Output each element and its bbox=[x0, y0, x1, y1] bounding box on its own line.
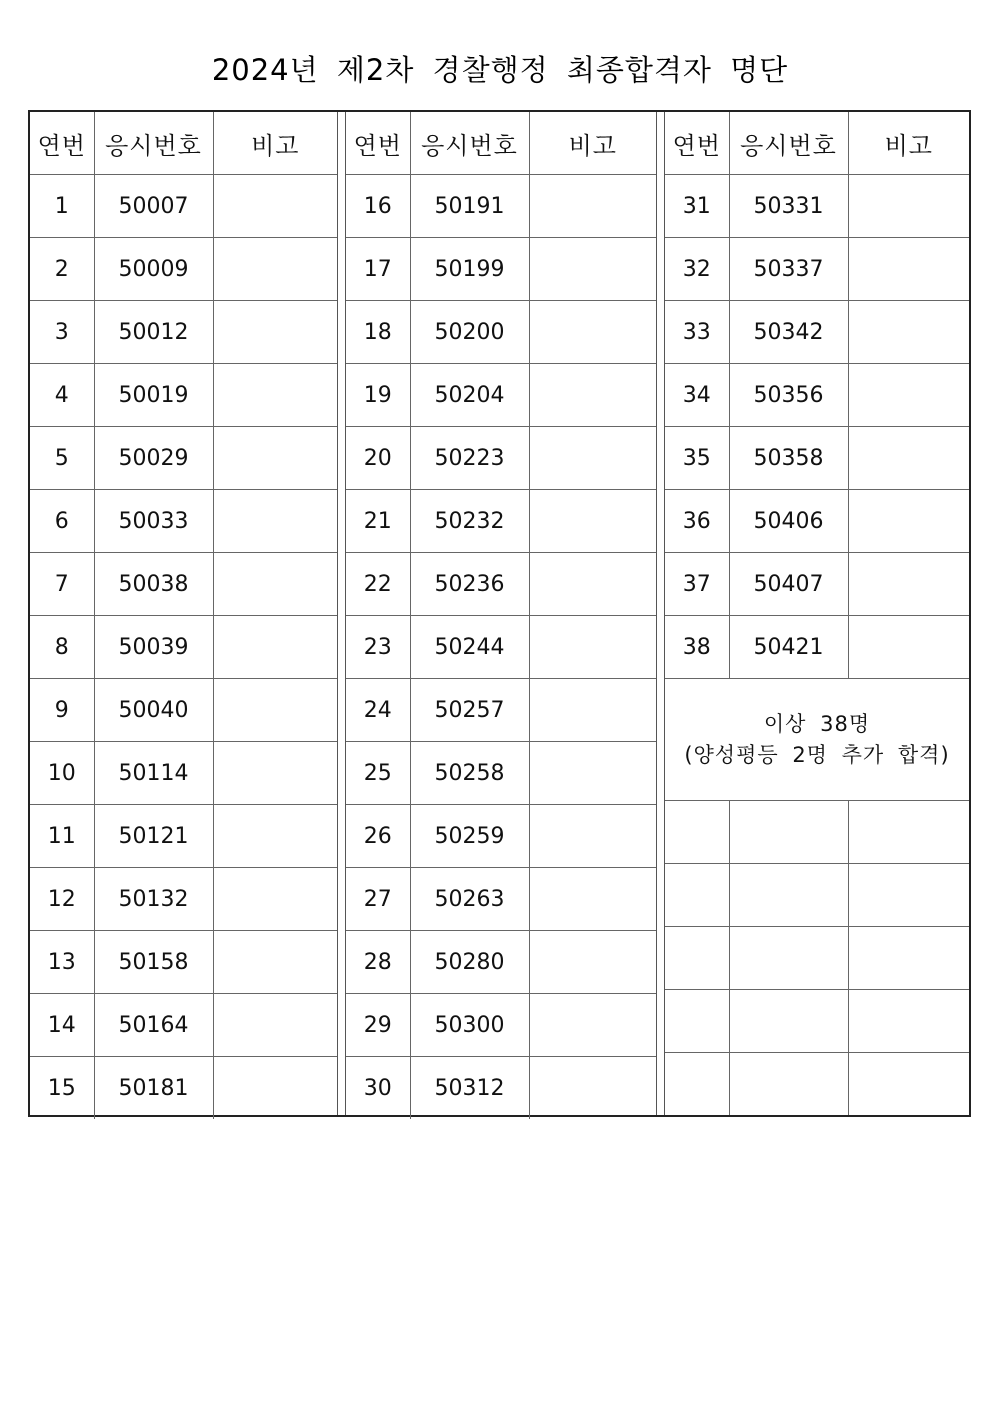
header-row bbox=[346, 112, 656, 175]
exam-no-cell: 50132 bbox=[94, 868, 213, 931]
table-row bbox=[30, 805, 337, 868]
seq-cell: 28 bbox=[346, 931, 410, 994]
seq-cell: 13 bbox=[30, 931, 94, 994]
seq-cell: 3 bbox=[30, 301, 94, 364]
seq-cell: 5 bbox=[30, 427, 94, 490]
column-header-remark: 비고 bbox=[848, 112, 969, 175]
table-row bbox=[30, 994, 337, 1057]
remark-cell bbox=[848, 175, 969, 238]
double-line-divider bbox=[656, 112, 665, 1115]
remark-cell bbox=[529, 364, 656, 427]
exam-no-cell: 50199 bbox=[410, 238, 529, 301]
exam-no-cell bbox=[729, 1053, 848, 1116]
seq-cell: 17 bbox=[346, 238, 410, 301]
remark-cell bbox=[213, 427, 337, 490]
remark-cell bbox=[213, 238, 337, 301]
exam-no-cell: 50244 bbox=[410, 616, 529, 679]
exam-no-cell: 50019 bbox=[94, 364, 213, 427]
exam-no-cell: 50033 bbox=[94, 490, 213, 553]
seq-cell: 24 bbox=[346, 679, 410, 742]
remark-cell bbox=[213, 490, 337, 553]
empty-row bbox=[665, 927, 969, 990]
seq-cell bbox=[665, 1053, 729, 1116]
remark-cell bbox=[848, 301, 969, 364]
seq-cell: 16 bbox=[346, 175, 410, 238]
remark-cell bbox=[529, 805, 656, 868]
seq-cell: 22 bbox=[346, 553, 410, 616]
page-title: 2024년 제2차 경찰행정 최종합격자 명단 bbox=[211, 53, 789, 87]
exam-no-cell: 50232 bbox=[410, 490, 529, 553]
exam-no-cell bbox=[729, 990, 848, 1053]
exam-no-cell: 50121 bbox=[94, 805, 213, 868]
table-row bbox=[346, 238, 656, 301]
table-row bbox=[346, 742, 656, 805]
table-group-1 bbox=[30, 112, 337, 1115]
remark-cell bbox=[848, 238, 969, 301]
column-header-exam-no: 응시번호 bbox=[729, 112, 848, 175]
table-row bbox=[30, 679, 337, 742]
exam-no-cell: 50331 bbox=[729, 175, 848, 238]
column-header-seq: 연번 bbox=[346, 112, 410, 175]
table-row bbox=[30, 868, 337, 931]
table-row bbox=[30, 742, 337, 805]
exam-no-cell: 50009 bbox=[94, 238, 213, 301]
header-row bbox=[665, 112, 969, 175]
exam-no-cell: 50029 bbox=[94, 427, 213, 490]
seq-cell: 7 bbox=[30, 553, 94, 616]
summary-note: (양성평등 2명 추가 합격) bbox=[684, 742, 950, 767]
remark-cell bbox=[848, 616, 969, 679]
remark-cell bbox=[213, 931, 337, 994]
exam-no-cell: 50406 bbox=[729, 490, 848, 553]
table-row bbox=[30, 301, 337, 364]
exam-no-cell: 50358 bbox=[729, 427, 848, 490]
seq-cell: 20 bbox=[346, 427, 410, 490]
exam-no-cell: 50300 bbox=[410, 994, 529, 1057]
seq-cell: 32 bbox=[665, 238, 729, 301]
remark-cell bbox=[848, 990, 969, 1053]
table-row bbox=[665, 238, 969, 301]
table-row bbox=[346, 427, 656, 490]
table-row bbox=[346, 616, 656, 679]
exam-no-cell: 50236 bbox=[410, 553, 529, 616]
remark-cell bbox=[529, 301, 656, 364]
remark-cell bbox=[529, 616, 656, 679]
table-row bbox=[30, 931, 337, 994]
remark-cell bbox=[848, 364, 969, 427]
remark-cell bbox=[848, 553, 969, 616]
column-header-seq: 연번 bbox=[665, 112, 729, 175]
table-row bbox=[30, 1057, 337, 1120]
seq-cell: 38 bbox=[665, 616, 729, 679]
table-row bbox=[346, 301, 656, 364]
table-row bbox=[30, 175, 337, 238]
seq-cell: 19 bbox=[346, 364, 410, 427]
table-row bbox=[346, 994, 656, 1057]
remark-cell bbox=[848, 427, 969, 490]
seq-cell: 6 bbox=[30, 490, 94, 553]
seq-cell: 4 bbox=[30, 364, 94, 427]
exam-no-cell: 50181 bbox=[94, 1057, 213, 1120]
exam-no-cell: 50223 bbox=[410, 427, 529, 490]
remark-cell bbox=[529, 490, 656, 553]
seq-cell: 31 bbox=[665, 175, 729, 238]
remark-cell bbox=[529, 1057, 656, 1120]
exam-no-cell: 50407 bbox=[729, 553, 848, 616]
seq-cell: 34 bbox=[665, 364, 729, 427]
seq-cell: 37 bbox=[665, 553, 729, 616]
remark-cell bbox=[529, 553, 656, 616]
empty-row bbox=[665, 801, 969, 864]
header-row bbox=[30, 112, 337, 175]
remark-cell bbox=[213, 364, 337, 427]
column-header-exam-no: 응시번호 bbox=[410, 112, 529, 175]
remark-cell bbox=[848, 490, 969, 553]
table-row bbox=[346, 931, 656, 994]
seq-cell bbox=[665, 990, 729, 1053]
remark-cell bbox=[213, 616, 337, 679]
table-row bbox=[30, 364, 337, 427]
seq-cell: 1 bbox=[30, 175, 94, 238]
exam-no-cell bbox=[729, 864, 848, 927]
empty-row bbox=[665, 990, 969, 1053]
seq-cell: 21 bbox=[346, 490, 410, 553]
remark-cell bbox=[529, 175, 656, 238]
seq-cell bbox=[665, 864, 729, 927]
remark-cell bbox=[529, 238, 656, 301]
seq-cell: 35 bbox=[665, 427, 729, 490]
exam-no-cell: 50342 bbox=[729, 301, 848, 364]
table-row bbox=[346, 679, 656, 742]
table-row bbox=[30, 616, 337, 679]
seq-cell: 27 bbox=[346, 868, 410, 931]
table-row bbox=[665, 364, 969, 427]
exam-no-cell: 50259 bbox=[410, 805, 529, 868]
table-row bbox=[346, 490, 656, 553]
exam-no-cell bbox=[729, 927, 848, 990]
remark-cell bbox=[213, 742, 337, 805]
exam-no-cell: 50204 bbox=[410, 364, 529, 427]
exam-no-cell: 50337 bbox=[729, 238, 848, 301]
remark-cell bbox=[848, 927, 969, 990]
table-row bbox=[30, 553, 337, 616]
summary-total: 이상 38명 bbox=[763, 711, 871, 736]
exam-no-cell: 50007 bbox=[94, 175, 213, 238]
seq-cell: 23 bbox=[346, 616, 410, 679]
passer-list-table bbox=[28, 110, 971, 1117]
remark-cell bbox=[529, 679, 656, 742]
exam-no-cell: 50421 bbox=[729, 616, 848, 679]
seq-cell: 15 bbox=[30, 1057, 94, 1120]
table-row bbox=[346, 175, 656, 238]
seq-cell: 10 bbox=[30, 742, 94, 805]
table-row bbox=[346, 553, 656, 616]
seq-cell: 18 bbox=[346, 301, 410, 364]
remark-cell bbox=[213, 553, 337, 616]
remark-cell bbox=[213, 301, 337, 364]
exam-no-cell: 50039 bbox=[94, 616, 213, 679]
remark-cell bbox=[848, 1053, 969, 1116]
column-header-remark: 비고 bbox=[213, 112, 337, 175]
exam-no-cell bbox=[729, 801, 848, 864]
seq-cell: 30 bbox=[346, 1057, 410, 1120]
table-row bbox=[665, 490, 969, 553]
remark-cell bbox=[848, 864, 969, 927]
seq-cell: 9 bbox=[30, 679, 94, 742]
table-group-3 bbox=[665, 112, 969, 1115]
double-line-divider bbox=[337, 112, 346, 1115]
remark-cell bbox=[213, 175, 337, 238]
seq-cell: 12 bbox=[30, 868, 94, 931]
remark-cell bbox=[529, 994, 656, 1057]
exam-no-cell: 50200 bbox=[410, 301, 529, 364]
remark-cell bbox=[848, 801, 969, 864]
empty-row bbox=[665, 864, 969, 927]
seq-cell: 26 bbox=[346, 805, 410, 868]
summary-cell bbox=[665, 679, 969, 801]
exam-no-cell: 50312 bbox=[410, 1057, 529, 1120]
table-row bbox=[30, 490, 337, 553]
remark-cell bbox=[529, 427, 656, 490]
exam-no-cell: 50158 bbox=[94, 931, 213, 994]
remark-cell bbox=[213, 679, 337, 742]
exam-no-cell: 50012 bbox=[94, 301, 213, 364]
seq-cell: 25 bbox=[346, 742, 410, 805]
remark-cell bbox=[529, 868, 656, 931]
seq-cell: 14 bbox=[30, 994, 94, 1057]
exam-no-cell: 50356 bbox=[729, 364, 848, 427]
column-header-exam-no: 응시번호 bbox=[94, 112, 213, 175]
table-row bbox=[665, 427, 969, 490]
remark-cell bbox=[213, 868, 337, 931]
table-row bbox=[346, 868, 656, 931]
exam-no-cell: 50258 bbox=[410, 742, 529, 805]
seq-cell bbox=[665, 801, 729, 864]
table-group-2 bbox=[346, 112, 656, 1115]
column-header-seq: 연번 bbox=[30, 112, 94, 175]
table-row bbox=[346, 805, 656, 868]
exam-no-cell: 50280 bbox=[410, 931, 529, 994]
remark-cell bbox=[529, 742, 656, 805]
table-row bbox=[346, 1057, 656, 1120]
exam-no-cell: 50263 bbox=[410, 868, 529, 931]
column-header-remark: 비고 bbox=[529, 112, 656, 175]
remark-cell bbox=[213, 805, 337, 868]
seq-cell: 36 bbox=[665, 490, 729, 553]
exam-no-cell: 50038 bbox=[94, 553, 213, 616]
seq-cell: 33 bbox=[665, 301, 729, 364]
table-row bbox=[665, 553, 969, 616]
exam-no-cell: 50040 bbox=[94, 679, 213, 742]
exam-no-cell: 50114 bbox=[94, 742, 213, 805]
seq-cell bbox=[665, 927, 729, 990]
empty-row bbox=[665, 1053, 969, 1116]
table-row bbox=[665, 616, 969, 679]
table-row bbox=[665, 175, 969, 238]
remark-cell bbox=[213, 1057, 337, 1120]
seq-cell: 29 bbox=[346, 994, 410, 1057]
seq-cell: 8 bbox=[30, 616, 94, 679]
table-row bbox=[346, 364, 656, 427]
exam-no-cell: 50164 bbox=[94, 994, 213, 1057]
remark-cell bbox=[529, 931, 656, 994]
seq-cell: 2 bbox=[30, 238, 94, 301]
table-row bbox=[665, 301, 969, 364]
exam-no-cell: 50191 bbox=[410, 175, 529, 238]
seq-cell: 11 bbox=[30, 805, 94, 868]
remark-cell bbox=[213, 994, 337, 1057]
table-row bbox=[30, 427, 337, 490]
table-row bbox=[30, 238, 337, 301]
exam-no-cell: 50257 bbox=[410, 679, 529, 742]
